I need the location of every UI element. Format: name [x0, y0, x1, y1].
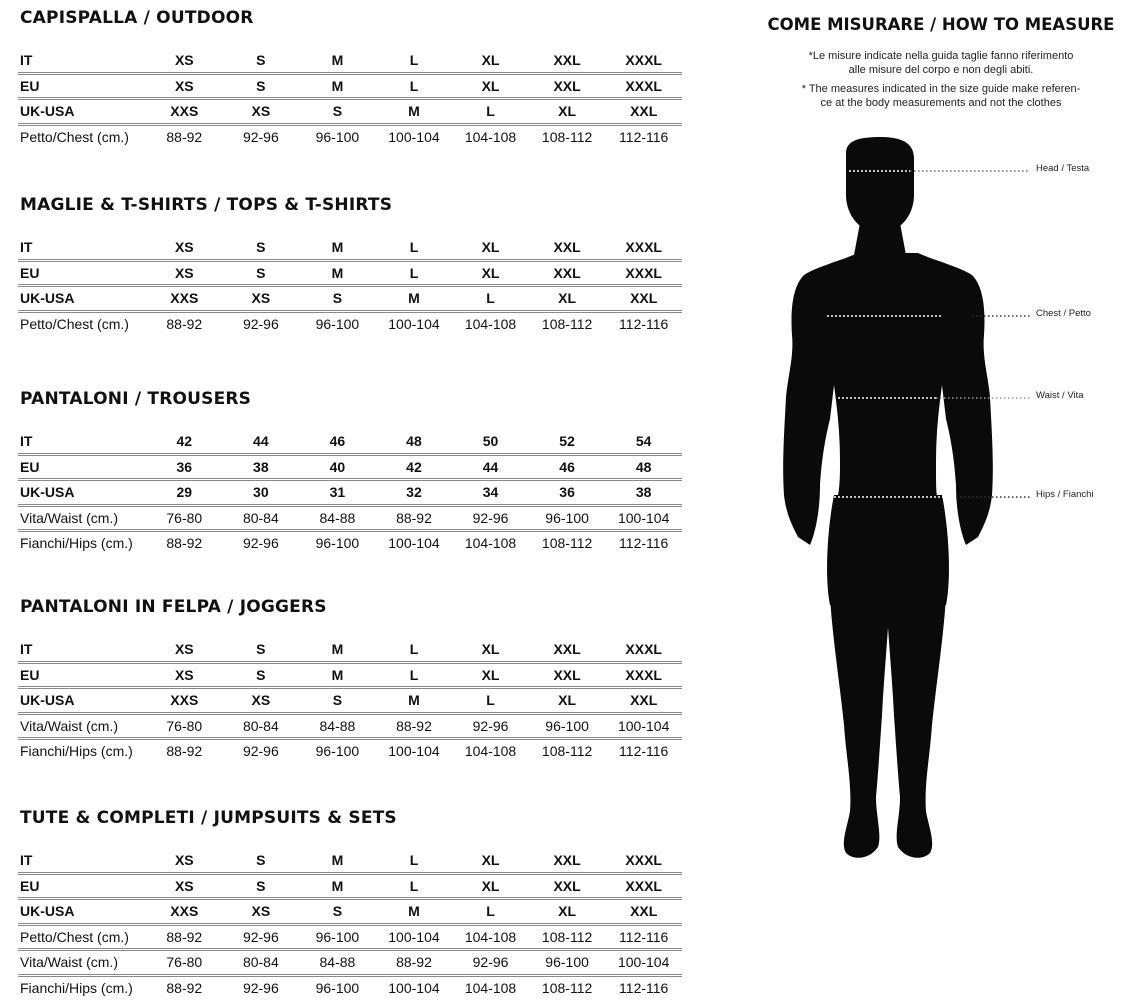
- table-cell: XXXL: [605, 873, 682, 899]
- table-cell: 108-112: [541, 979, 593, 996]
- table-row: [18, 662, 682, 688]
- measure-title: COME MISURARE / HOW TO MEASURE: [767, 15, 1115, 34]
- table-cell: S: [223, 662, 300, 688]
- table-cell: 88-92: [376, 950, 453, 976]
- table-cell: 44: [223, 430, 300, 454]
- table-cell: 52: [529, 430, 606, 454]
- table-cell: XXL: [529, 662, 606, 688]
- table-cell: L: [376, 260, 453, 286]
- table-cell: XXL: [529, 49, 606, 73]
- table-cell: 96-100: [315, 979, 360, 996]
- row-label: Vita/Waist (cm.): [18, 713, 146, 739]
- table-cell: 96-100: [315, 535, 360, 552]
- table-cell: 36: [529, 480, 606, 506]
- table-row: [18, 236, 682, 260]
- note-english-line-1: * The measures indicated in the size guide make referen-: [801, 83, 1081, 95]
- table-cell: 100-104: [388, 535, 440, 552]
- table-cell: M: [376, 99, 453, 125]
- table-cell: XL: [529, 286, 606, 312]
- table-cell: M: [376, 688, 453, 714]
- table-cell: S: [223, 49, 300, 73]
- table-cell: XL: [452, 49, 529, 73]
- label-hips: Hips / Fianchi: [1036, 489, 1094, 500]
- table-cell: 108-112: [541, 128, 593, 145]
- table-cell: XXXL: [605, 236, 682, 260]
- table-cell: 100-104: [605, 505, 682, 531]
- table-cell: L: [376, 662, 453, 688]
- table-row: [18, 260, 682, 286]
- table-row: [18, 924, 682, 950]
- table-cell: 36: [146, 454, 223, 480]
- table-row: [18, 638, 682, 662]
- table-cell: XS: [146, 73, 223, 99]
- table-row: [18, 124, 682, 148]
- table-cell: L: [376, 236, 453, 260]
- size-table: [18, 638, 682, 763]
- row-label: EU: [18, 662, 146, 688]
- row-label: UK-USA: [18, 899, 146, 925]
- note-english: [782, 82, 1100, 110]
- table-cell: M: [299, 638, 376, 662]
- row-label: UK-USA: [18, 688, 146, 714]
- section-title: PANTALONI IN FELPA / JOGGERS: [20, 597, 327, 617]
- table-cell: 54: [605, 430, 682, 454]
- table-cell: S: [223, 260, 300, 286]
- table-cell: XS: [146, 638, 223, 662]
- table-cell: 34: [452, 480, 529, 506]
- table-cell: XL: [529, 688, 606, 714]
- row-label: Petto/Chest (cm.): [20, 128, 129, 145]
- table-cell: XXL: [529, 873, 606, 899]
- table-cell: 80-84: [223, 713, 300, 739]
- table-cell: S: [299, 286, 376, 312]
- table-cell: S: [223, 236, 300, 260]
- table-cell: M: [376, 286, 453, 312]
- table-cell: 42: [146, 430, 223, 454]
- table-cell: L: [452, 899, 529, 925]
- table-cell: 92-96: [452, 505, 529, 531]
- table-cell: 42: [376, 454, 453, 480]
- table-cell: S: [299, 99, 376, 125]
- table-cell: XXXL: [605, 849, 682, 873]
- table-cell: 88-92: [376, 505, 453, 531]
- row-label: UK-USA: [18, 99, 146, 125]
- row-label: Fianchi/Hips (cm.): [20, 743, 133, 760]
- label-head: Head / Testa: [1036, 163, 1090, 174]
- table-cell: 96-100: [529, 950, 606, 976]
- table-cell: 112-116: [619, 743, 669, 760]
- table-cell: 76-80: [146, 713, 223, 739]
- section-title: CAPISPALLA / OUTDOOR: [20, 8, 254, 28]
- table-cell: S: [299, 688, 376, 714]
- table-cell: XXS: [146, 286, 223, 312]
- table-cell: XXL: [605, 286, 682, 312]
- table-cell: XXXL: [605, 260, 682, 286]
- table-cell: 29: [146, 480, 223, 506]
- table-row: [18, 454, 682, 480]
- table-cell: XS: [146, 849, 223, 873]
- table-cell: XXXL: [605, 638, 682, 662]
- table-cell: XXL: [605, 99, 682, 125]
- table-row: [18, 505, 682, 531]
- table-cell: XL: [452, 73, 529, 99]
- row-label: EU: [18, 454, 146, 480]
- table-cell: XXXL: [605, 73, 682, 99]
- note-italian-line-2: alle misure del corpo e non degli abiti.: [848, 64, 1034, 76]
- table-row: [18, 713, 682, 739]
- table-cell: 112-116: [619, 535, 669, 552]
- table-cell: 38: [605, 480, 682, 506]
- table-cell: XL: [452, 260, 529, 286]
- table-cell: L: [376, 638, 453, 662]
- table-cell: 96-100: [299, 924, 376, 950]
- table-cell: XXXL: [605, 49, 682, 73]
- table-cell: S: [299, 899, 376, 925]
- table-cell: 30: [223, 480, 300, 506]
- table-cell: XS: [146, 873, 223, 899]
- table-cell: 92-96: [223, 924, 300, 950]
- table-cell: S: [223, 73, 300, 99]
- table-cell: 100-104: [388, 979, 440, 996]
- table-cell: 50: [452, 430, 529, 454]
- table-cell: 96-100: [315, 315, 360, 332]
- table-cell: XL: [452, 662, 529, 688]
- table-cell: 88-92: [166, 535, 203, 552]
- table-cell: XXXL: [605, 662, 682, 688]
- table-cell: 48: [605, 454, 682, 480]
- label-waist: Waist / Vita: [1036, 390, 1084, 401]
- table-cell: XS: [146, 49, 223, 73]
- section-title: MAGLIE & T-SHIRTS / TOPS & T-SHIRTS: [20, 195, 393, 215]
- table-cell: 112-116: [619, 128, 669, 145]
- table-cell: XXS: [146, 899, 223, 925]
- note-italian: [782, 49, 1100, 77]
- table-cell: XL: [452, 236, 529, 260]
- table-cell: M: [299, 73, 376, 99]
- table-cell: L: [376, 873, 453, 899]
- table-row: [18, 950, 682, 976]
- table-cell: XS: [223, 99, 300, 125]
- table-cell: XS: [223, 286, 300, 312]
- table-cell: 96-100: [315, 743, 360, 760]
- label-chest: Chest / Petto: [1036, 308, 1091, 319]
- table-cell: L: [452, 688, 529, 714]
- note-english-line-2: ce at the body measurements and not the clothes: [820, 97, 1062, 109]
- table-cell: XL: [452, 873, 529, 899]
- table-cell: XS: [223, 899, 300, 925]
- table-cell: XS: [146, 236, 223, 260]
- row-label: Fianchi/Hips (cm.): [20, 535, 133, 552]
- table-row: [18, 73, 682, 99]
- table-cell: 92-96: [242, 979, 279, 996]
- note-italian-line-1: *Le misure indicate nella guida taglie fanno riferimento: [808, 50, 1074, 62]
- table-cell: XL: [452, 638, 529, 662]
- table-cell: L: [452, 99, 529, 125]
- table-cell: 112-116: [605, 924, 682, 950]
- table-cell: 46: [529, 454, 606, 480]
- table-cell: XXL: [529, 638, 606, 662]
- table-row: [18, 739, 682, 763]
- table-cell: S: [223, 638, 300, 662]
- row-label: Fianchi/Hips (cm.): [20, 979, 133, 996]
- table-cell: XXS: [146, 688, 223, 714]
- row-label: Petto/Chest (cm.): [18, 924, 146, 950]
- section-title: TUTE & COMPLETI / JUMPSUITS & SETS: [20, 808, 397, 828]
- table-cell: 88-92: [166, 128, 203, 145]
- table-cell: 104-108: [464, 535, 517, 552]
- row-label: IT: [18, 430, 146, 454]
- table-cell: 76-80: [146, 505, 223, 531]
- table-row: [18, 430, 682, 454]
- table-cell: 88-92: [166, 979, 203, 996]
- table-cell: L: [376, 49, 453, 73]
- table-row: [18, 688, 682, 714]
- table-cell: 104-108: [464, 128, 517, 145]
- table-cell: XL: [452, 849, 529, 873]
- table-row: [18, 899, 682, 925]
- table-cell: 100-104: [388, 315, 440, 332]
- table-row: [18, 849, 682, 873]
- table-cell: 76-80: [146, 950, 223, 976]
- table-cell: 92-96: [452, 713, 529, 739]
- table-cell: 92-96: [242, 743, 279, 760]
- row-label: UK-USA: [18, 480, 146, 506]
- table-cell: 104-108: [464, 315, 517, 332]
- table-cell: 88-92: [166, 315, 203, 332]
- table-cell: 100-104: [376, 924, 453, 950]
- size-table: [18, 430, 682, 555]
- table-cell: 88-92: [166, 743, 203, 760]
- row-label: EU: [18, 873, 146, 899]
- table-cell: 92-96: [242, 128, 279, 145]
- table-cell: M: [299, 662, 376, 688]
- section-title: PANTALONI / TROUSERS: [20, 389, 252, 409]
- table-cell: M: [299, 236, 376, 260]
- size-table: [18, 849, 682, 999]
- table-cell: 96-100: [315, 128, 360, 145]
- table-cell: 88-92: [376, 713, 453, 739]
- row-label: EU: [18, 73, 146, 99]
- table-cell: M: [376, 899, 453, 925]
- row-label: IT: [18, 849, 146, 873]
- table-row: [18, 286, 682, 312]
- table-row: [18, 99, 682, 125]
- table-cell: XXL: [529, 73, 606, 99]
- table-cell: 100-104: [388, 128, 440, 145]
- row-label: IT: [18, 638, 146, 662]
- table-cell: L: [376, 73, 453, 99]
- table-row: [18, 480, 682, 506]
- table-cell: 104-108: [464, 979, 517, 996]
- table-cell: XL: [529, 99, 606, 125]
- table-cell: XS: [223, 688, 300, 714]
- table-cell: 96-100: [529, 713, 606, 739]
- table-cell: M: [299, 260, 376, 286]
- table-row: [18, 531, 682, 555]
- table-cell: 108-112: [541, 535, 593, 552]
- table-cell: 96-100: [529, 505, 606, 531]
- table-cell: XXL: [529, 260, 606, 286]
- table-row: [18, 975, 682, 999]
- table-cell: 100-104: [605, 950, 682, 976]
- table-cell: 80-84: [223, 950, 300, 976]
- table-cell: S: [223, 873, 300, 899]
- table-cell: 92-96: [452, 950, 529, 976]
- table-row: [18, 49, 682, 73]
- table-cell: XS: [146, 260, 223, 286]
- table-cell: 40: [299, 454, 376, 480]
- table-cell: 108-112: [541, 743, 593, 760]
- body-silhouette-figure: [760, 135, 1040, 865]
- table-cell: 44: [452, 454, 529, 480]
- size-table: [18, 49, 682, 148]
- row-label: Vita/Waist (cm.): [18, 950, 146, 976]
- table-cell: M: [299, 873, 376, 899]
- row-label: UK-USA: [18, 286, 146, 312]
- row-label: Petto/Chest (cm.): [20, 315, 129, 332]
- table-cell: 84-88: [299, 713, 376, 739]
- table-cell: 100-104: [605, 713, 682, 739]
- row-label: EU: [18, 260, 146, 286]
- table-row: [18, 873, 682, 899]
- table-cell: 88-92: [146, 924, 223, 950]
- table-cell: 32: [376, 480, 453, 506]
- table-cell: S: [223, 849, 300, 873]
- row-label: IT: [18, 49, 146, 73]
- row-label: IT: [18, 236, 146, 260]
- table-cell: M: [299, 49, 376, 73]
- table-cell: 112-116: [619, 979, 669, 996]
- table-cell: 46: [299, 430, 376, 454]
- table-cell: XXL: [529, 849, 606, 873]
- table-cell: 112-116: [619, 315, 669, 332]
- table-cell: XXL: [605, 899, 682, 925]
- table-cell: 80-84: [223, 505, 300, 531]
- table-cell: XS: [146, 662, 223, 688]
- table-row: [18, 311, 682, 335]
- table-cell: 108-112: [541, 315, 593, 332]
- table-cell: 31: [299, 480, 376, 506]
- table-cell: 100-104: [388, 743, 440, 760]
- table-cell: 38: [223, 454, 300, 480]
- table-cell: XL: [529, 899, 606, 925]
- table-cell: L: [376, 849, 453, 873]
- table-cell: XXL: [605, 688, 682, 714]
- table-cell: M: [299, 849, 376, 873]
- table-cell: L: [452, 286, 529, 312]
- size-table: [18, 236, 682, 335]
- row-label: Vita/Waist (cm.): [18, 505, 146, 531]
- table-cell: 84-88: [299, 950, 376, 976]
- table-cell: 104-108: [452, 924, 529, 950]
- table-cell: 84-88: [299, 505, 376, 531]
- table-cell: 92-96: [242, 535, 279, 552]
- table-cell: XXS: [146, 99, 223, 125]
- table-cell: 92-96: [242, 315, 279, 332]
- table-cell: XXL: [529, 236, 606, 260]
- table-cell: 104-108: [464, 743, 517, 760]
- table-cell: 108-112: [529, 924, 606, 950]
- table-cell: 48: [376, 430, 453, 454]
